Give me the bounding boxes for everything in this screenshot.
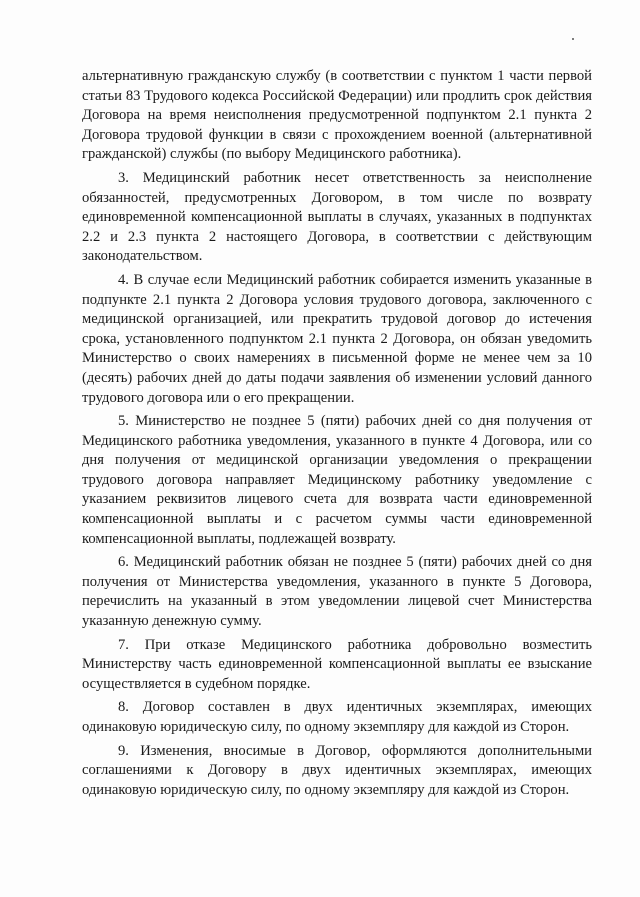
paragraph-3: 3. Медицинский работник несет ответственность за неисполнение обязанностей, предусмотренных Договором, в том числе по возврату единовременной компенсационной выплаты в случаях, указанных в подпунктах 2.2 и 2.3 пункта 2 настоящего Договора, в соответствии с действующим законодательством. xyxy=(82,169,592,265)
paragraph-9: 9. Изменения, вносимые в Договор, оформляются дополнительными соглашениями к Договору в двух идентичных экземплярах, имеющих одинаковую юридическую силу, по одному экземпляру для каждой из Сторон. xyxy=(82,742,592,798)
paragraph-6: 6. Медицинский работник обязан не позднее 5 (пяти) рабочих дней со дня получения от Министерства уведомления, указанного в пункте 5 Договора, перечислить на указанный в этом уведомлении лицевой счет Министерства указанную денежную сумму. xyxy=(82,554,592,630)
paragraph-4: 4. В случае если Медицинский работник собирается изменить указанные в подпункте 2.1 пункта 2 Договора условия трудового договора, заключенного с медицинской организацией, или прекратить трудовой договор до истечения срока, установленного подпунктом 2.1 пункта 2 Договора, он обязан уведомить Министерство о своих намерениях в письменной форме не менее чем за 10 (десять) рабочих дней до даты подачи заявления об изменении условий данного трудового договора или о его прекращении. xyxy=(82,271,592,406)
paragraph-continuation: альтернативную гражданскую службу (в соответствии с пунктом 1 части первой статьи 83 Трудового кодекса Российской Федерации) или продлить срок действия Договора на время неисполнения предусмотренной подпунктом 2.1 пункта 2 Договора трудовой функции в связи с прохождением военной (альтернативной гражданской) службы (по выбору Медицинского работника). xyxy=(82,68,592,163)
paragraph-7: 7. При отказе Медицинского работника добровольно возместить Министерству часть единовременной компенсационной выплаты ее взыскание осуществляется в судебном порядке. xyxy=(82,636,592,692)
document-body xyxy=(82,67,592,804)
paragraph-5: 5. Министерство не позднее 5 (пяти) рабочих дней со дня получения от Медицинского работника уведомления, указанного в пункте 4 Договора, или со дня получения от медицинской организации уведомления о прекращении трудового договора направляет Медицинскому работнику уведомление с указанием реквизитов лицевого счета для возврата части единовременной компенсационной выплаты и с расчетом суммы части единовременной компенсационной выплаты, подлежащей возврату. xyxy=(82,413,592,547)
paragraph-8: 8. Договор составлен в двух идентичных экземплярах, имеющих одинаковую юридическую силу, по одному экземпляру для каждой из Сторон. xyxy=(82,699,592,735)
scan-speck xyxy=(572,38,574,40)
